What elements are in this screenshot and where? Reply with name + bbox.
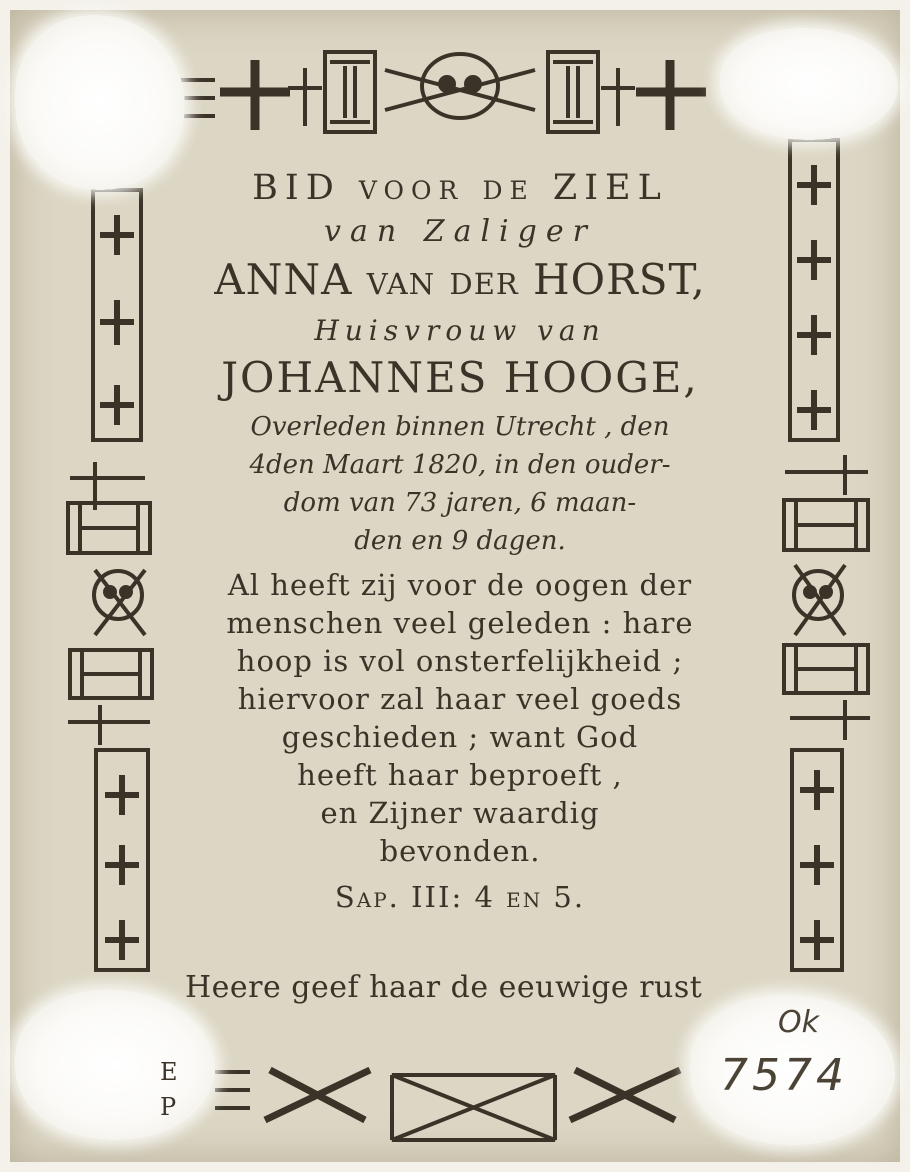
hourglass-icon — [325, 52, 375, 132]
death-line: den en 9 dagen. — [354, 526, 566, 556]
verse-line: menschen veel geleden : hare — [226, 606, 694, 640]
scripture-reference: Sap. III: 4 en 5. — [334, 880, 586, 914]
death-details — [150, 408, 770, 560]
hourglass-icon — [548, 52, 598, 132]
printed-fragment: P — [160, 1093, 177, 1121]
bible-verse — [150, 566, 770, 870]
cross-icon — [636, 60, 706, 130]
skull-crossbones-icon — [794, 565, 845, 635]
husband-name: JOHANNES HOOGE, — [221, 353, 699, 402]
printed-fragment: E — [160, 1058, 178, 1086]
death-line: Overleden binnen Utrecht , den — [250, 412, 670, 442]
closing-prayer: Heere geef haar de eeuwige rust — [185, 970, 703, 1005]
verse-line: en Zijner waardig — [320, 796, 600, 830]
paper-stain — [15, 990, 215, 1140]
deceased-name: ANNA van der HORST, — [214, 255, 706, 304]
prayer-text — [150, 160, 770, 914]
handwritten-note: Ok — [778, 1005, 819, 1040]
heading-subline: van Zaliger — [324, 214, 596, 249]
skull-crossbones-icon — [385, 54, 535, 118]
paper-stain — [720, 28, 898, 140]
paper-stain — [15, 15, 185, 190]
cross-icon — [220, 60, 290, 130]
death-line: 4den Maart 1820, in den ouder- — [249, 450, 671, 480]
verse-line: hiervoor zal haar veel goeds — [237, 682, 683, 716]
verse-line: bevonden. — [379, 834, 541, 868]
bone-icon — [570, 1070, 680, 1120]
verse-line: hoop is vol onsterfelijkheid ; — [236, 644, 684, 678]
spouse-label: Huisvrouw van — [314, 314, 606, 347]
heading-line: BID voor de ZIEL — [252, 168, 668, 208]
bone-icon — [265, 1070, 370, 1120]
verse-line: heeft haar beproeft , — [297, 758, 623, 792]
handwritten-inventory-number: 7574 — [720, 1050, 848, 1101]
verse-line: Al heeft zij voor de oogen der — [227, 568, 693, 602]
cross-icon — [601, 68, 635, 126]
cross-icon — [288, 68, 322, 126]
skull-crossbones-icon — [94, 570, 145, 635]
hourglass-icon — [392, 1075, 555, 1140]
death-line: dom van 73 jaren, 6 maan- — [283, 488, 637, 518]
verse-line: geschieden ; want God — [281, 720, 639, 754]
